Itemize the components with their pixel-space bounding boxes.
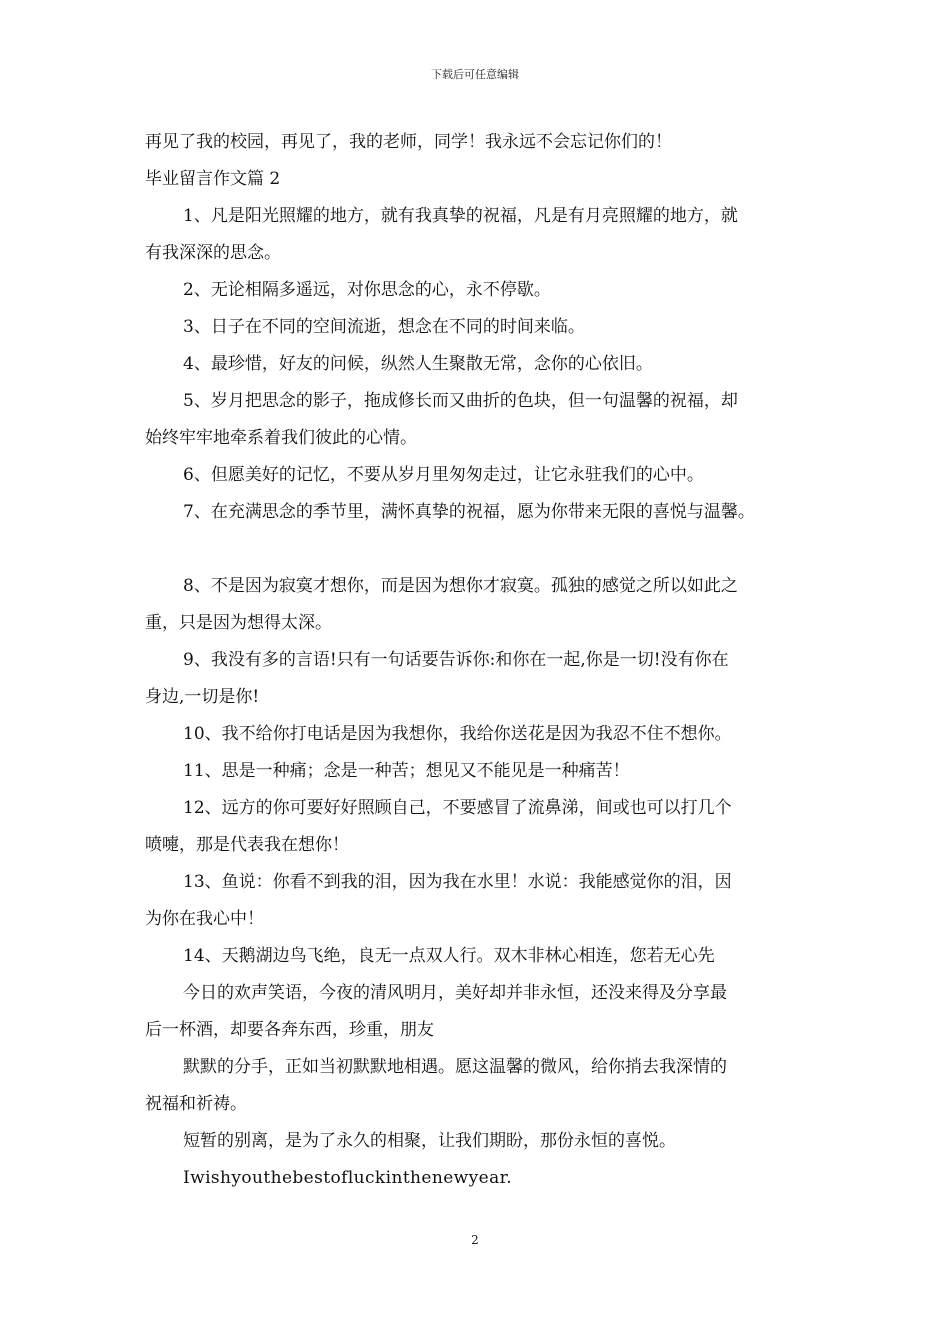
text-line: 10、我不给你打电话是因为我想你，我给你送花是因为我忍不住不想你。 [183,724,732,744]
paragraph [145,716,817,753]
text-line: 6、但愿美好的记忆，不要从岁月里匆匆走过，让它永驻我们的心中。 [183,465,704,485]
text-line: 默默的分手，正如当初默默地相遇。愿这温馨的微风，给你捎去我深情的 [183,1057,727,1077]
text-line: 4、最珍惜，好友的问候，纵然人生聚散无常，念你的心依旧。 [183,354,653,374]
paragraph [145,346,817,383]
section-title [145,161,817,198]
text-line: 祝福和祈祷。 [145,1094,247,1114]
paragraph [145,568,817,642]
paragraph [145,1160,817,1197]
paragraph [145,494,817,531]
text-line: 13、鱼说：你看不到我的泪，因为我在水里！水说：我能感觉你的泪，因 [183,872,732,892]
blank-line [145,531,817,568]
text-line: 重，只是因为想得太深。 [145,613,332,633]
paragraph [145,1049,817,1123]
text-line: 14、天鹅湖边鸟飞绝，良无一点双人行。双木非林心相连，您若无心先 [183,946,715,966]
text-line: 11、思是一种痛；念是一种苦；想见又不能见是一种痛苦！ [183,761,630,781]
text-line: 喷嚏，那是代表我在想你！ [145,835,349,855]
paragraph [145,753,817,790]
text-line: 今日的欢声笑语，今夜的清风明月，美好却并非永恒，还没来得及分享最 [183,983,727,1003]
text-line: 毕业留言作文篇 2 [145,169,281,189]
page-number: 2 [471,1233,479,1247]
text-line: 12、远方的你可要好好照顾自己，不要感冒了流鼻涕，间或也可以打几个 [183,798,732,818]
text-line: 始终牢牢地牵系着我们彼此的心情。 [145,428,417,448]
paragraph [145,309,817,346]
text-line: 再见了我的校园，再见了，我的老师，同学！我永远不会忘记你们的！ [145,132,672,152]
text-line: 后一杯酒，却要各奔东西，珍重，朋友 [145,1020,434,1040]
text-line: 短暂的别离，是为了永久的相聚，让我们期盼，那份永恒的喜悦。 [183,1131,676,1151]
paragraph [145,938,817,975]
text-line: 7、在充满思念的季节里，满怀真挚的祝福，愿为你带来无限的喜悦与温馨。 [183,502,755,522]
paragraph [145,272,817,309]
text-line: Iwishyouthebestofluckinthenewyear. [183,1168,513,1188]
paragraph [145,198,817,272]
paragraph [145,975,817,1049]
paragraph [145,864,817,938]
text-line: 2、无论相隔多遥远，对你思念的心，永不停歇。 [183,280,551,300]
text-line: 5、岁月把思念的影子，拖成修长而又曲折的色块，但一句温馨的祝福，却 [183,391,738,411]
paragraph [145,1123,817,1160]
paragraph [145,642,817,716]
text-line: 为你在我心中！ [145,909,264,929]
paragraph [145,457,817,494]
text-line: 3、日子在不同的空间流逝，想念在不同的时间来临。 [183,317,585,337]
text-line: 有我深深的思念。 [145,243,281,263]
text-line: 8、不是因为寂寞才想你，而是因为想你才寂寞。孤独的感觉之所以如此之 [183,576,738,596]
text-line: 1、凡是阳光照耀的地方，就有我真挚的祝福，凡是有月亮照耀的地方，就 [183,206,738,226]
paragraph [145,124,817,161]
text-line: 身边,一切是你! [145,687,260,707]
document-body [145,124,817,1197]
paragraph [145,790,817,864]
paragraph [145,383,817,457]
text-line: 9、我没有多的言语!只有一句话要告诉你:和你在一起,你是一切!没有你在 [183,650,729,670]
page-header: 下载后可任意编辑 [431,68,519,81]
